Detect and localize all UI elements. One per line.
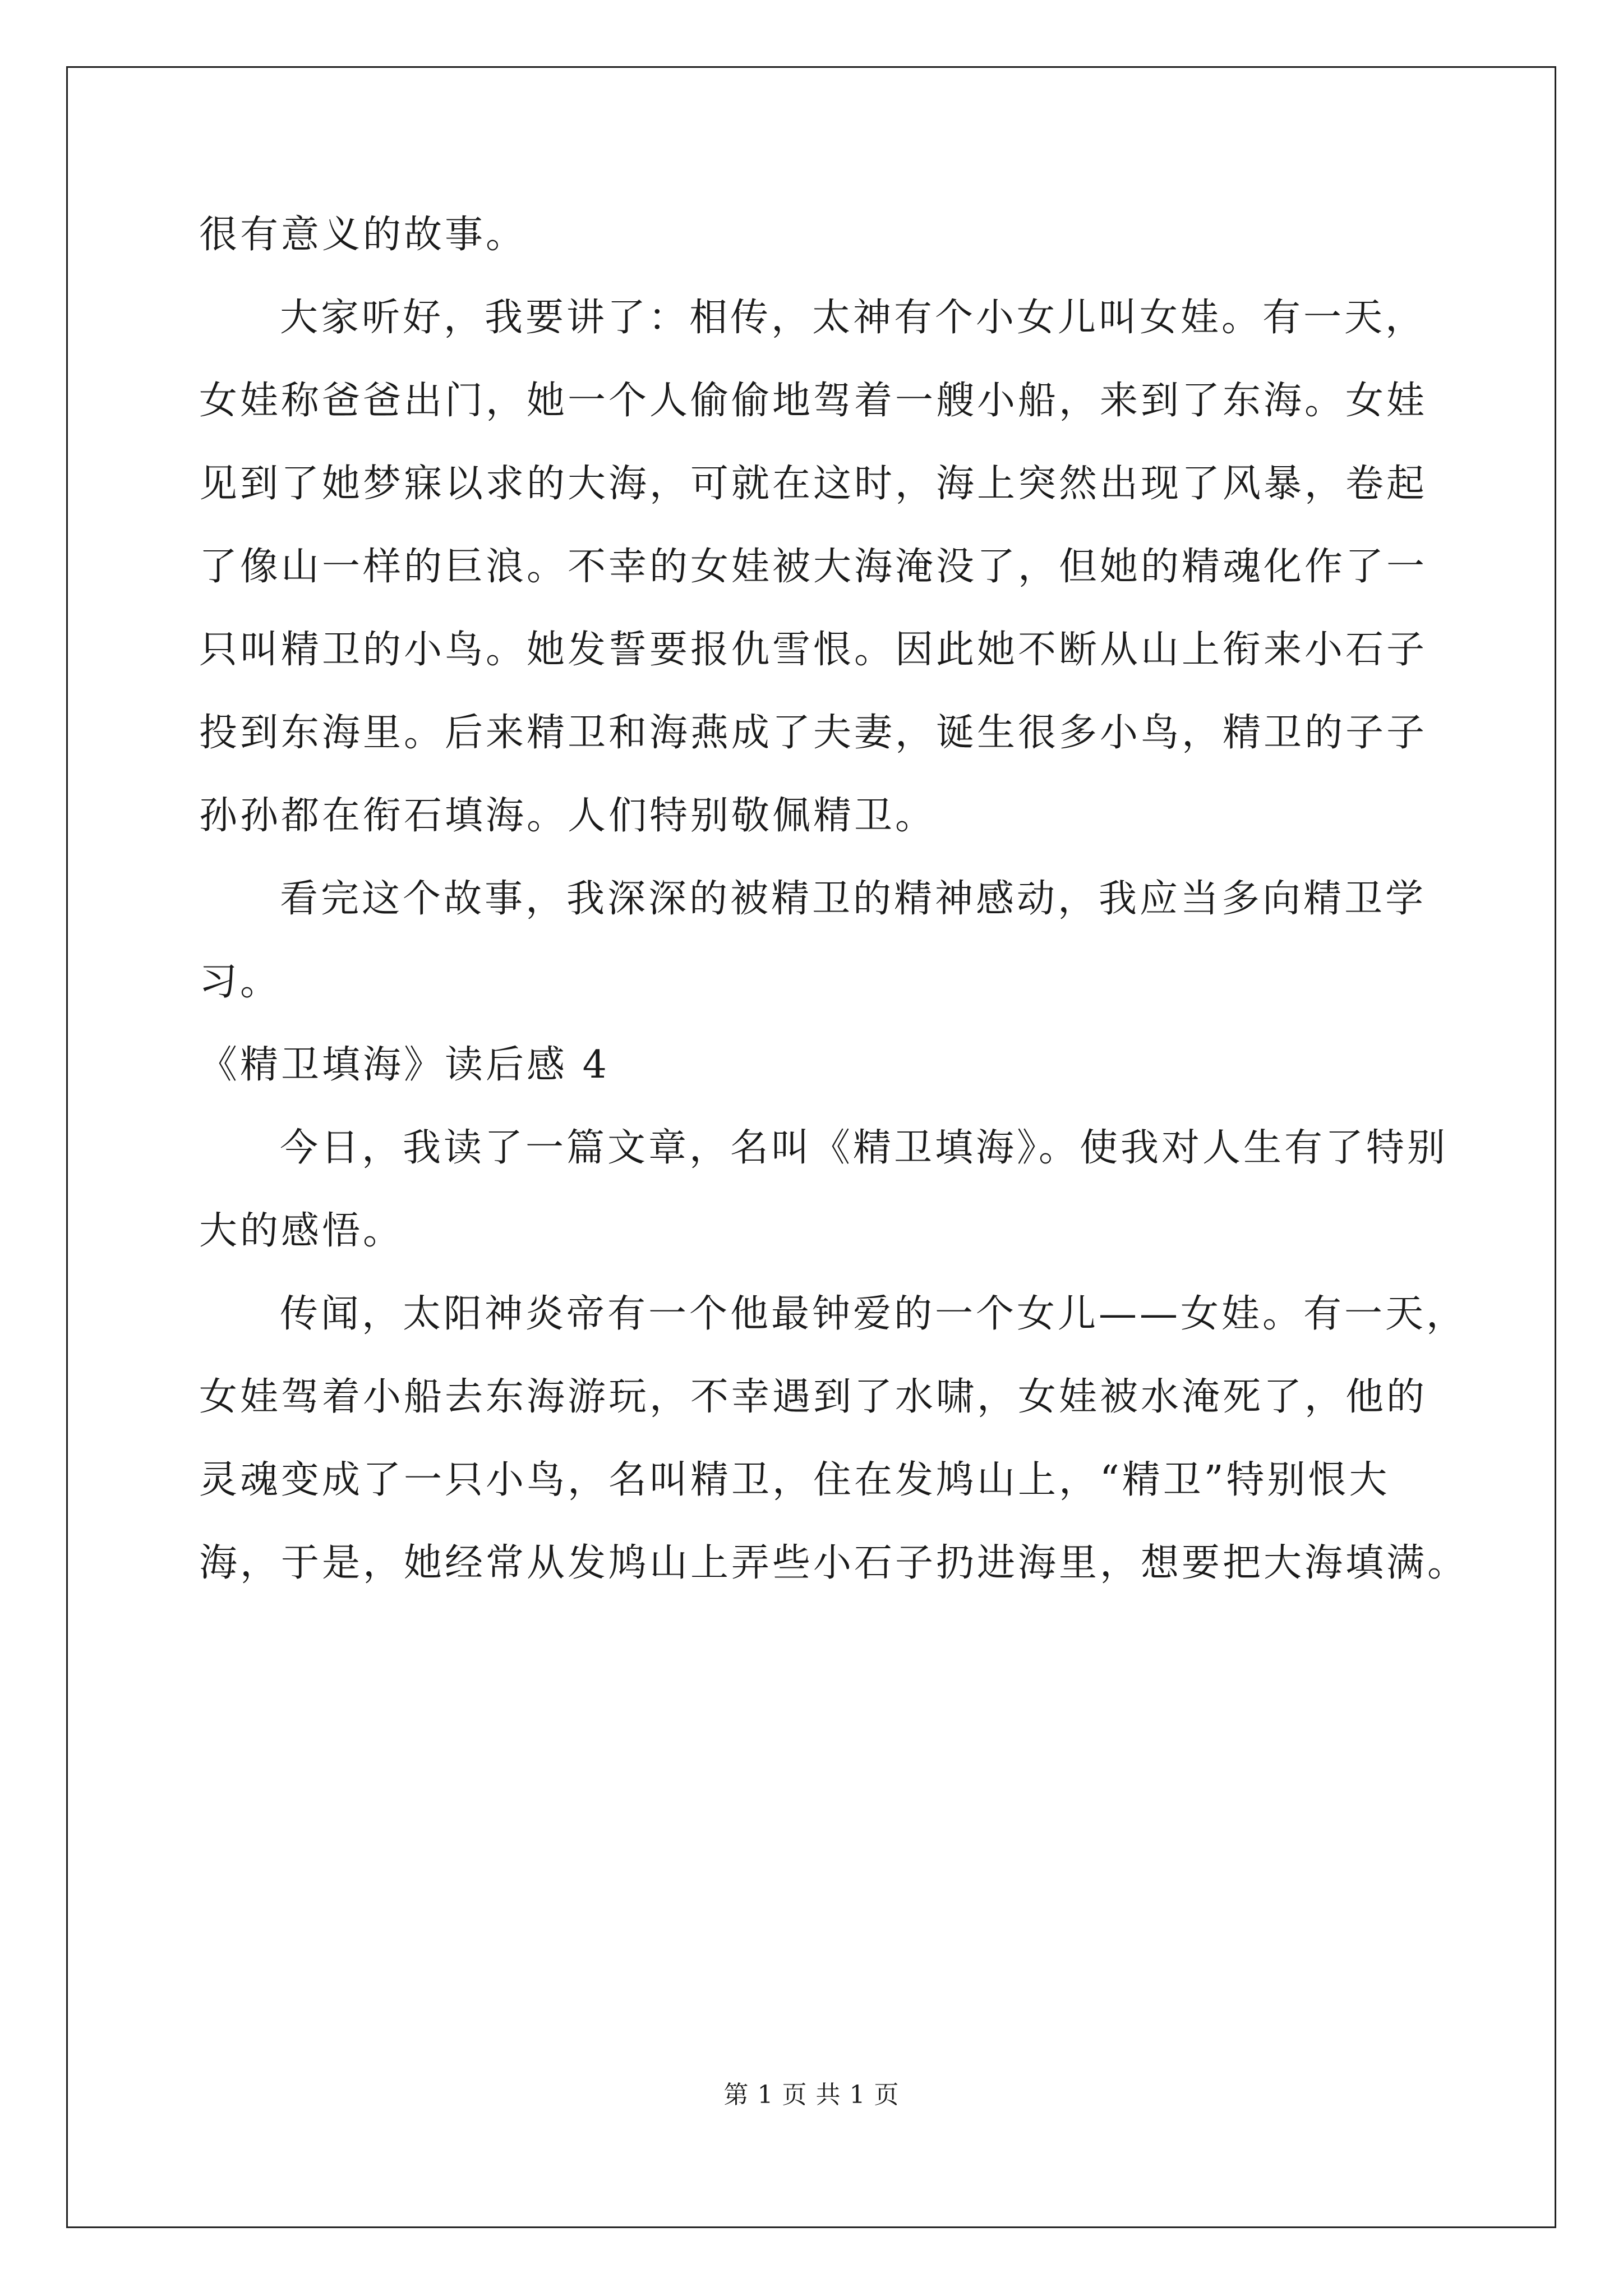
- text-line: 女娃称爸爸出门，她一个人偷偷地驾着一艘小船，来到了东海。女娃: [199, 379, 1428, 423]
- text-line: 很有意义的故事。: [199, 213, 527, 257]
- text-line: 投到东海里。后来精卫和海燕成了夫妻，诞生很多小鸟，精卫的子子: [199, 711, 1428, 755]
- text-line: 了像山一样的巨浪。不幸的女娃被大海淹没了，但她的精魂化作了一: [199, 545, 1428, 589]
- text-line: 见到了她梦寐以求的大海，可就在这时，海上突然出现了风暴，卷起: [199, 462, 1428, 506]
- text-line: 看完这个故事，我深深的被精卫的精神感动，我应当多向精卫学: [280, 877, 1427, 921]
- page-number: 第 1 页 共 1 页: [723, 2081, 900, 2109]
- text-line: 灵魂变成了一只小鸟，名叫精卫，住在发鸠山上，“精卫”特别恨大: [199, 1458, 1390, 1502]
- text-line: 孙孙都在衔石填海。人们特别敬佩精卫。: [199, 794, 937, 838]
- text-line: 大的感悟。: [199, 1209, 404, 1253]
- text-line: 海，于是，她经常从发鸠山上弄些小石子扔进海里，想要把大海填满。: [199, 1541, 1469, 1585]
- text-line: 只叫精卫的小鸟。她发誓要报仇雪恨。因此她不断从山上衔来小石子: [199, 628, 1428, 672]
- text-line: 习。: [199, 960, 282, 1004]
- document-body: [199, 194, 1469, 1605]
- text-line: 女娃驾着小船去东海游玩，不幸遇到了水啸，女娃被水淹死了，他的: [199, 1375, 1428, 1419]
- text-line: 大家听好，我要讲了：相传，太神有个小女儿叫女娃。有一天，: [280, 296, 1427, 340]
- text-line: 传闻，太阳神炎帝有一个他最钟爱的一个女儿——女娃。有一天，: [280, 1292, 1468, 1336]
- text-line: 今日，我读了一篇文章，名叫《精卫填海》。使我对人生有了特别: [280, 1126, 1449, 1170]
- section-heading: 《精卫填海》读后感 4: [199, 1043, 610, 1087]
